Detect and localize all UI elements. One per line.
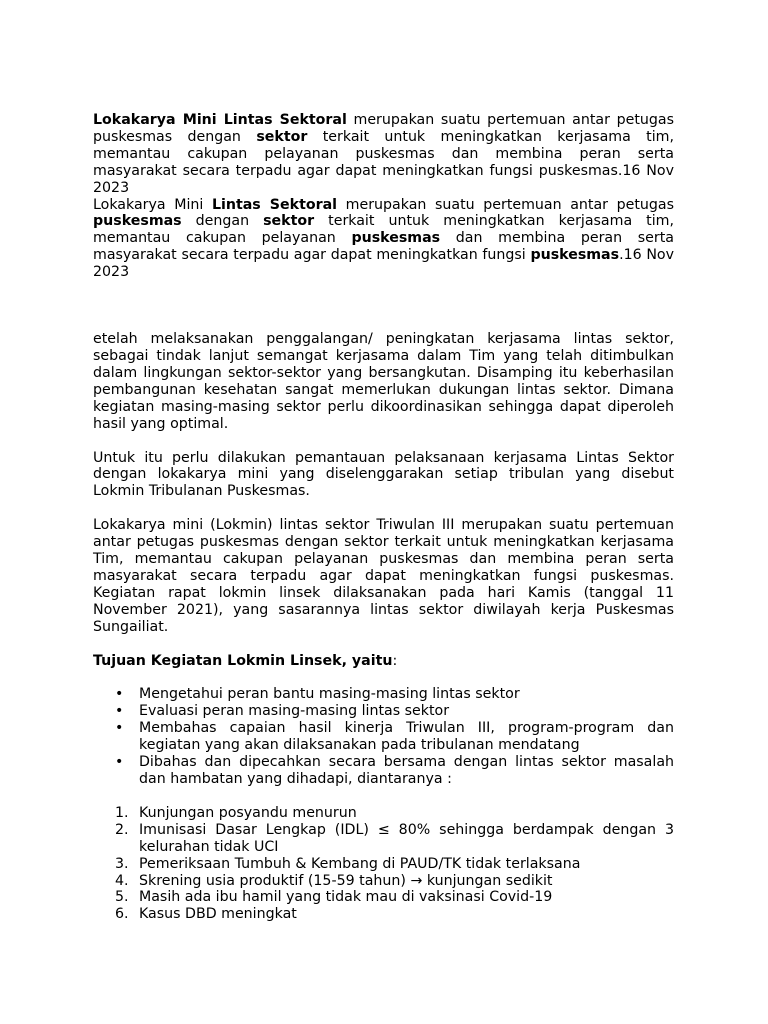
- goals-list: [93, 686, 674, 787]
- bullet-icon: •: [115, 686, 124, 703]
- problem-item: 4. Skrening usia produktif (15-59 tahun) → kunjungan sedikit: [115, 872, 553, 889]
- goal-item: • Evaluasi peran masing-masing lintas sektor: [115, 703, 450, 720]
- problem-item: 3. Pemeriksaan Tumbuh & Kembang di PAUD/TK tidak terlaksana: [115, 855, 581, 872]
- definition-paragraph-2: Lokakarya Mini Lintas Sektoral merupakan suatu pertemuan antar petugas puskesmas dengan sektor terkait untuk meningkatkan kerjasama tim, memantau cakupan pelayanan puskesmas dan membina peran serta masyarakat secara terpadu agar dapat meningkatkan fungsi puskesmas.16 Nov 2023: [93, 196, 675, 281]
- problem-item: 6. Kasus DBD meningkat: [115, 906, 297, 923]
- problem-item: 5. Masih ada ibu hamil yang tidak mau di vaksinasi Covid-19: [115, 889, 553, 906]
- section-heading: Tujuan Kegiatan Lokmin Linsek, yaitu:: [93, 652, 398, 669]
- goal-item: • Membahas capaian hasil kinerja Triwulan III, program-program dan kegiatan yang akan dilaksanakan pada tribulanan mendatang: [115, 720, 674, 754]
- definition-paragraph-1: Lokakarya Mini Lintas Sektoral merupakan suatu pertemuan antar petugas puskesmas dengan sektor terkait untuk meningkatkan kerjasama tim, memantau cakupan pelayanan puskesmas dan membina peran serta masyarakat secara terpadu agar dapat meningkatkan fungsi puskesmas.16 Nov 2023: [93, 112, 674, 196]
- goal-item: • Mengetahui peran bantu masing-masing lintas sektor: [115, 686, 520, 703]
- body-paragraph-3: Lokakarya mini (Lokmin) lintas sektor Triwulan III merupakan suatu pertemuan antar petugas puskesmas dengan sektor terkait untuk meningkatkan kerjasama Tim, memantau cakupan pelayanan puskesmas dan membina peran serta masyarakat secara terpadu agar dapat meningkatkan fungsi puskesmas. Kegiatan rapat lokmin linsek dilaksanakan pada hari Kamis (tanggal 11 November 2021), yang sasarannya lintas sektor diwilayah kerja Puskesmas Sungailiat.: [93, 517, 674, 635]
- problem-item: 2. Imunisasi Dasar Lengkap (IDL) ≤ 80% sehingga berdampak dengan 3 kelurahan tidak UCI: [115, 821, 674, 855]
- goal-item: • Dibahas dan dipecahkan secara bersama dengan lintas sektor masalah dan hambatan yang dihadapi, diantaranya :: [115, 754, 674, 787]
- bullet-icon: •: [115, 703, 124, 720]
- bullet-icon: •: [115, 720, 124, 737]
- body-paragraph-2: Untuk itu perlu dilakukan pemantauan pelaksanaan kerjasama Lintas Sektor dengan lokakarya mini yang diselenggarakan setiap tribulan yang disebut Lokmin Tribulanan Puskesmas.: [93, 449, 674, 500]
- bullet-icon: •: [115, 754, 124, 771]
- problems-list: [93, 805, 674, 923]
- document-body: [93, 112, 674, 923]
- problem-item: 1. Kunjungan posyandu menurun: [115, 804, 357, 821]
- body-paragraph-1: etelah melaksanakan penggalangan/ peningkatan kerjasama lintas sektor, sebagai tindak lanjut semangat kerjasama dalam Tim yang telah ditimbulkan dalam lingkungan sektor-sektor yang bersangkutan. Disamping itu keberhasilan pembangunan kesehatan sangat memerlukan dukungan lintas sektor. Dimana kegiatan masing-masing sektor perlu dikoordinasikan sehingga dapat diperoleh hasil yang optimal.: [93, 331, 674, 432]
